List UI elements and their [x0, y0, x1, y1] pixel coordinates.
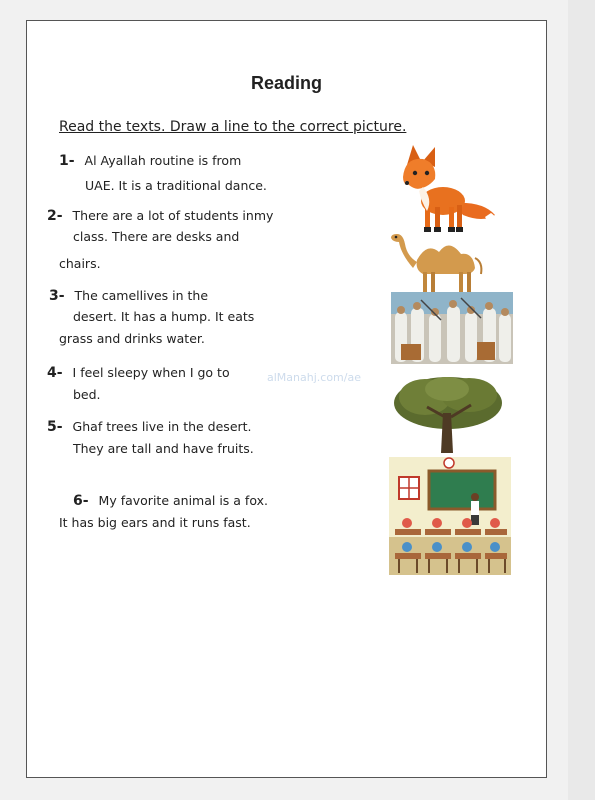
worksheet-page: [26, 20, 547, 778]
item-number: 5-: [47, 419, 63, 435]
item-4-line-2: bed.: [73, 387, 101, 402]
item-2-line-1: [47, 208, 273, 224]
item-text: There are a lot of students inmy: [72, 208, 274, 223]
item-6-line-1: [73, 493, 268, 509]
item-1-line-2: UAE. It is a traditional dance.: [85, 178, 267, 193]
item-number: 6-: [73, 493, 89, 509]
scrollbar-area: [568, 0, 595, 800]
traditional-dance-picture: [391, 292, 513, 364]
item-2-line-2: class. There are desks and: [73, 229, 240, 244]
item-text: Ghaf trees live in the desert.: [72, 419, 252, 434]
item-5-line-2: They are tall and have fruits.: [73, 441, 254, 456]
item-number: 4-: [47, 365, 63, 381]
item-text: Al Ayallah routine is from: [84, 153, 242, 168]
item-number: 3-: [49, 288, 65, 304]
item-3-line-1: [49, 288, 208, 304]
fox-picture: [393, 143, 499, 235]
item-5-line-1: [47, 419, 252, 435]
item-text: My favorite animal is a fox.: [98, 493, 268, 508]
item-6-line-2: It has big ears and it runs fast.: [59, 515, 251, 530]
camel-picture: [387, 226, 487, 294]
item-3-line-2: desert. It has a hump. It eats: [73, 309, 255, 324]
page-title: Reading: [250, 73, 322, 93]
item-2-line-3: chairs.: [59, 256, 101, 271]
watermark: alManahj.com/ae: [267, 371, 361, 384]
item-4-line-1: [47, 365, 230, 381]
classroom-picture: [389, 457, 511, 575]
item-number: 2-: [47, 208, 63, 224]
item-1-line-1: [59, 153, 241, 169]
tree-picture: [391, 373, 505, 455]
item-text: I feel sleepy when I go to: [72, 365, 230, 380]
item-text: The camellives in the: [74, 288, 209, 303]
item-3-line-3: grass and drinks water.: [59, 331, 205, 346]
instruction-text: Read the texts. Draw a line to the correct picture.: [59, 119, 407, 135]
item-number: 1-: [59, 153, 75, 169]
